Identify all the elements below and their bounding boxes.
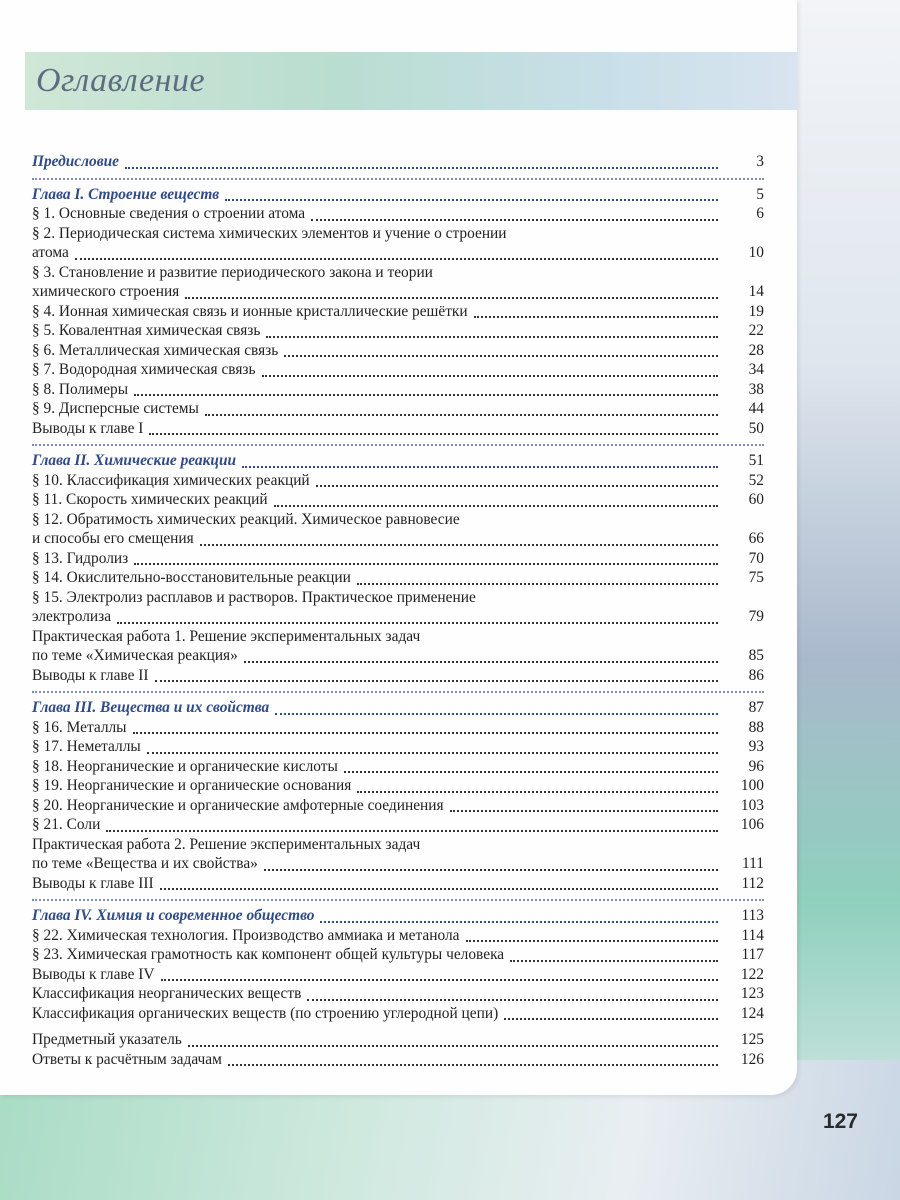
toc-entry[interactable] — [32, 874, 764, 894]
toc-entry-title: Предметный указатель — [32, 1031, 182, 1048]
toc-entry[interactable] — [32, 380, 764, 400]
toc-entry[interactable] — [32, 757, 764, 777]
toc-entry-title: Глава I. Строение веществ — [32, 185, 220, 203]
toc-entry-first-line: § 3. Становление и развитие периодического закона и теории — [32, 263, 433, 281]
toc-entry-title: § 21. Соли — [32, 816, 101, 833]
dot-leader — [106, 829, 718, 832]
toc-page-number: 125 — [740, 1031, 764, 1048]
toc-page-number: 123 — [740, 985, 764, 1002]
toc-entry[interactable] — [32, 568, 764, 588]
toc-page-number: 60 — [748, 491, 764, 508]
toc-entry-title: § 16. Металлы — [32, 718, 127, 736]
toc-entry-title: Глава III. Вещества и их свойства — [32, 699, 270, 716]
toc-entry-title: § 11. Скорость химических реакций — [32, 491, 268, 508]
dot-leader — [244, 660, 718, 663]
toc-page-number: 86 — [748, 666, 764, 684]
dot-leader — [357, 582, 718, 585]
toc-entry-title: электролиза — [32, 608, 112, 625]
dot-leader — [200, 543, 718, 546]
dot-leader — [225, 198, 718, 201]
dot-leader — [344, 770, 718, 773]
toc-page-number: 66 — [748, 530, 764, 547]
toc-entry[interactable] — [32, 490, 764, 510]
dot-leader — [133, 731, 718, 734]
dot-leader — [275, 712, 718, 715]
dot-leader — [466, 939, 719, 942]
toc-page-number: 88 — [748, 718, 764, 736]
chapter-separator — [32, 444, 764, 446]
dot-leader — [149, 432, 718, 435]
dot-leader — [185, 296, 718, 299]
toc-entry-title: § 23. Химическая грамотность как компонент общей культуры человека — [32, 946, 505, 963]
toc-entry[interactable] — [32, 399, 764, 419]
dot-leader — [161, 978, 718, 981]
dot-leader — [125, 166, 718, 169]
toc-entry[interactable] — [32, 243, 764, 263]
toc-page-number: 100 — [740, 777, 764, 794]
dot-leader — [274, 504, 718, 507]
toc-page-number: 28 — [748, 341, 764, 359]
toc-entry[interactable] — [32, 321, 764, 341]
toc-entry-title: § 10. Классификация химических реакций — [32, 471, 310, 489]
dot-leader — [474, 315, 718, 318]
dot-leader — [134, 393, 718, 396]
dot-leader — [75, 257, 718, 260]
toc-page-number: 79 — [748, 608, 764, 625]
dot-leader — [205, 413, 718, 416]
toc-page-number: 22 — [748, 322, 764, 339]
toc-page-number: 52 — [748, 471, 764, 489]
dot-leader — [320, 920, 718, 923]
toc-page-number: 70 — [748, 549, 764, 567]
toc-page-number: 50 — [748, 419, 764, 437]
toc-page-number: 117 — [741, 946, 764, 963]
dot-leader — [307, 998, 718, 1001]
toc-page-number: 51 — [748, 452, 764, 469]
toc-entry-title: Глава IV. Химия и современное общество — [32, 907, 315, 924]
toc-chapter[interactable] — [32, 906, 764, 926]
toc-entry[interactable] — [32, 815, 764, 835]
toc-entry[interactable] — [32, 1004, 764, 1024]
toc-entry-first-line: § 12. Обратимость химических реакций. Химическое равновесие — [32, 510, 460, 528]
toc-entry-title: по теме «Химическая реакция» — [32, 647, 238, 664]
toc-page-number: 114 — [741, 926, 764, 944]
toc-entry-title: химического строения — [32, 283, 180, 300]
dot-leader — [264, 868, 718, 871]
toc-page-number: 122 — [740, 965, 764, 983]
toc-entry[interactable] — [32, 302, 764, 322]
toc-entry[interactable] — [32, 341, 764, 361]
toc-entry[interactable] — [32, 984, 764, 1004]
toc-page-number: 10 — [748, 244, 764, 261]
dot-leader — [504, 1017, 718, 1020]
toc-entry-title: Классификация неорганических веществ — [32, 985, 302, 1002]
toc-entry-title: § 8. Полимеры — [32, 380, 129, 398]
toc-entry[interactable] — [32, 549, 764, 569]
dot-leader — [284, 354, 718, 357]
chapter-separator — [32, 899, 764, 901]
dot-leader — [450, 809, 718, 812]
dot-leader — [188, 1044, 718, 1047]
toc-page-number: 124 — [740, 1004, 764, 1022]
toc-entry[interactable] — [32, 529, 764, 549]
dot-leader — [510, 959, 718, 962]
spacer — [32, 1023, 764, 1030]
toc-page-number: 103 — [740, 796, 764, 814]
dot-leader — [262, 374, 718, 377]
dot-leader — [311, 218, 718, 221]
toc-entry-title: § 1. Основные сведения о строении атома — [32, 205, 306, 222]
toc-page-number: 75 — [748, 569, 764, 586]
toc-entry[interactable] — [32, 360, 764, 380]
toc-entry-title: Классификация органических веществ (по строению углеродной цепи) — [32, 1004, 499, 1022]
toc-entry[interactable] — [32, 419, 764, 439]
toc-entry[interactable] — [32, 204, 764, 224]
toc-entry-first-line: § 2. Периодическая система химических элементов и учение о строении — [32, 224, 507, 242]
toc-entry[interactable] — [32, 965, 764, 985]
toc-entry-title: § 17. Неметаллы — [32, 738, 141, 755]
toc-entry-title: и способы его смещения — [32, 530, 194, 547]
toc-entry[interactable] — [32, 776, 764, 796]
dot-leader — [316, 484, 718, 487]
toc-page-number: 19 — [748, 302, 764, 320]
toc-entry-title: § 22. Химическая технология. Производство аммиака и метанола — [32, 926, 460, 944]
toc-entry-title: § 5. Ковалентная химическая связь — [32, 322, 261, 339]
dot-leader — [160, 887, 718, 890]
toc-entry-title: Выводы к главе I — [32, 419, 144, 437]
toc-page-number: 87 — [748, 699, 764, 716]
toc-entry-title: атома — [32, 244, 69, 261]
toc-entry[interactable] — [32, 666, 764, 686]
chapter-separator — [32, 178, 764, 180]
toc-page-number: 14 — [748, 283, 764, 300]
toc-page-number: 96 — [748, 757, 764, 775]
toc-entry-title: § 18. Неорганические и органические кислоты — [32, 757, 338, 775]
toc-entry-title: Выводы к главе III — [32, 874, 154, 892]
toc-entry-title: по теме «Вещества и их свойства» — [32, 855, 258, 872]
toc-entry-title: § 13. Гидролиз — [32, 549, 129, 567]
dot-leader — [147, 751, 718, 754]
dot-leader — [134, 562, 718, 565]
toc-entry[interactable] — [32, 1050, 764, 1070]
dot-leader — [117, 621, 718, 624]
dot-leader — [357, 790, 718, 793]
toc-page-number: 3 — [756, 153, 764, 170]
toc-page-number: 106 — [740, 816, 764, 833]
toc-entry[interactable] — [32, 926, 764, 946]
table-of-contents — [32, 152, 764, 1069]
toc-entry-title: § 14. Окислительно-восстановительные реакции — [32, 569, 351, 586]
dot-leader — [228, 1063, 718, 1066]
dot-leader — [155, 679, 718, 682]
toc-entry-title: § 20. Неорганические и органические амфотерные соединения — [32, 796, 444, 814]
toc-page-number: 38 — [748, 380, 764, 398]
toc-entry[interactable] — [32, 607, 764, 627]
toc-entry-title: Предисловие — [32, 153, 120, 170]
toc-page-number: 6 — [756, 205, 764, 222]
toc-entry[interactable] — [32, 737, 764, 757]
toc-entry[interactable] — [32, 282, 764, 302]
toc-entry-first-line: § 15. Электролиз расплавов и растворов. Практическое применение — [32, 588, 476, 606]
toc-entry-title: Глава II. Химические реакции — [32, 452, 237, 469]
toc-page-number: 5 — [756, 185, 764, 203]
toc-page-number: 112 — [741, 874, 764, 892]
chapter-separator — [32, 691, 764, 693]
toc-chapter[interactable] — [32, 185, 764, 205]
toc-entry[interactable] — [32, 718, 764, 738]
toc-page-number: 113 — [741, 907, 764, 924]
toc-chapter[interactable] — [32, 698, 764, 718]
toc-entry[interactable] — [32, 854, 764, 874]
toc-entry-title: § 19. Неорганические и органические основания — [32, 777, 352, 794]
toc-page-number: 93 — [748, 738, 764, 755]
toc-entry-first-line: Практическая работа 2. Решение экспериментальных задач — [32, 835, 421, 853]
toc-entry-title: Выводы к главе II — [32, 666, 149, 684]
toc-entry[interactable] — [32, 796, 764, 816]
toc-entry[interactable] — [32, 1030, 764, 1050]
page-number: 127 — [822, 1110, 858, 1133]
toc-entry[interactable] — [32, 945, 764, 965]
toc-entry-title: § 6. Металлическая химическая связь — [32, 341, 279, 359]
toc-entry-title: Ответы к расчётным задачам — [32, 1050, 222, 1068]
dot-leader — [266, 335, 718, 338]
toc-entry-title: § 4. Ионная химическая связь и ионные кристаллические решётки — [32, 302, 468, 320]
toc-entry[interactable] — [32, 471, 764, 491]
toc-entry-title: § 9. Дисперсные системы — [32, 400, 199, 417]
toc-page-number: 126 — [740, 1050, 764, 1068]
toc-chapter[interactable] — [32, 152, 764, 172]
toc-entry[interactable] — [32, 646, 764, 666]
toc-page-number: 111 — [742, 855, 764, 872]
toc-entry-title: Выводы к главе IV — [32, 965, 155, 983]
toc-page-number: 85 — [748, 647, 764, 664]
page-title: Оглавление — [36, 62, 206, 99]
toc-chapter[interactable] — [32, 451, 764, 471]
toc-page-number: 44 — [748, 400, 764, 417]
toc-page-number: 34 — [748, 361, 764, 378]
toc-entry-first-line: Практическая работа 1. Решение экспериментальных задач — [32, 627, 421, 645]
toc-entry-title: § 7. Водородная химическая связь — [32, 361, 256, 378]
dot-leader — [242, 465, 718, 468]
background-right — [780, 0, 900, 1200]
